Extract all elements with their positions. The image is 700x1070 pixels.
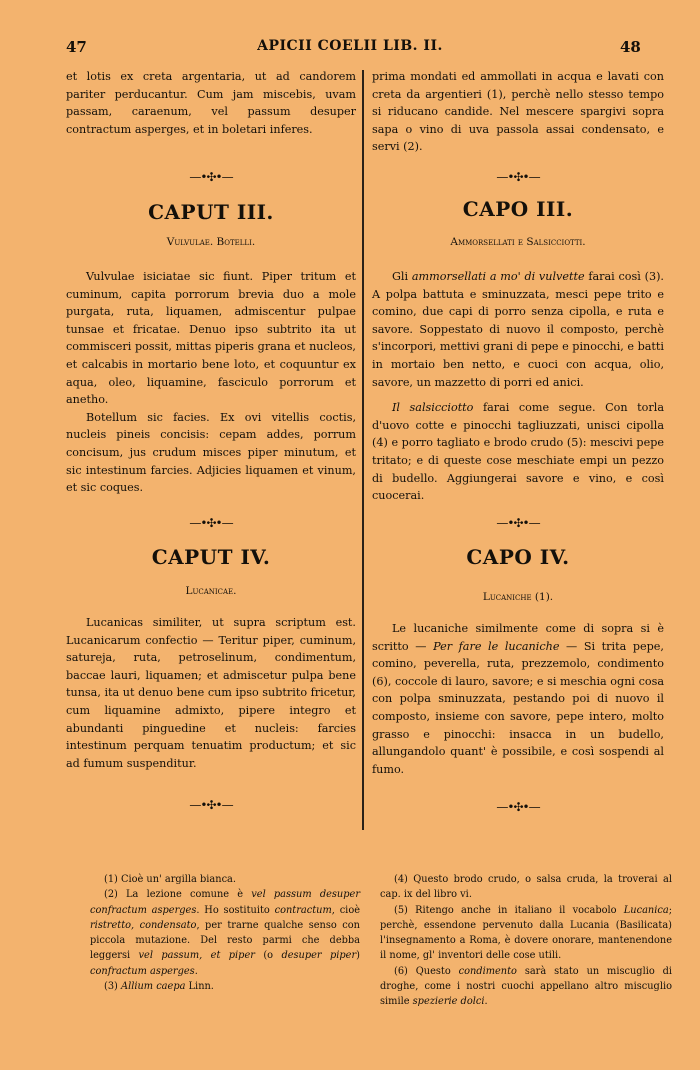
page-number-right: 48 [620,38,641,56]
running-title: APICII COELII LIB. II. [257,38,443,54]
footnotes-left [90,872,360,994]
capo-3-paragraph-1: Gli ammorsellati a mo' di vulvette farai così (3). A polpa battuta e sminuzzata, mesci pepe trito e comino, due capi di porro senza cipolla, e ruta e savore. Soppestato di nuovo il composto, perchè s'incorpori, mettivi grani di pepe e pinocchi, e batti in mortaio ben netto, e cuoci con acqua, olio, savore, un mazzetto di porri ed anici. [372,270,664,389]
caput-3-title: CAPUT III. [148,200,274,224]
capo-3-title: CAPO III. [462,197,574,221]
caput-4-paragraph-1: Lucanicas similiter, ut supra scriptum est. Lucanicarum confectio — Teritur piper, cuminum, satureja, ruta, petroselinum, condimentum, baccae lauri, liquamen; et admiscetur pulpa bene tunsa, ita ut denuo bene cum ipso subtrito fricetur, cum liquamine admixto, pipere integro et abundanti pinguedine et nucleis: farcies intestinum perquam tenuatim productum; et sic ad fumum suspenditur. [66,616,356,770]
capo-3-subtitle: Ammorsellati e Salsicciotti. [450,236,586,248]
left-ornament-2: —•✣•— [189,516,233,530]
footnote-6: (6) Questo condimento sarà stato un miscuglio di droghe, come i nostri cuochi appellano altro miscuglio simile spezierie dolci. [380,965,673,1008]
left-top-text: et lotis ex creta argentaria, ut ad candorem pariter perducantur. Cum jam miscebis, uvam passam, caraenum, vel passum desuper contractum asperges, et in boletari inferes. [66,70,356,136]
footnote-4: (4) Questo brodo crudo, o salsa cruda, la troverai al cap. ix del libro vi. [380,874,672,901]
capo-3-paragraph-2: Il salsicciotto farai come segue. Con torla d'uovo cotte e pinocchi tagliuzzati, unisci cipolla (4) e porro tagliato e brodo crudo (5): mescivi pepe tritato; e di queste cose meschiate empi un pezzo di budello. Aggiungerai savore e vino, e così cuocerai. [372,401,664,503]
right-ornament-3: —•✣•— [496,800,540,814]
left-ornament-1: —•✣•— [189,170,233,184]
capo-3-body [372,268,664,505]
caput-4-body [66,614,356,772]
footnote-2: (2) La lezione comune è vel passum desuper confractum asperges. Ho sostituito contractum, cioè ristretto, condensato, per trarne qualche senso con piccola mutazione. Del resto parmi che debba leggersi vel passum, et piper (o desuper piper) confractum asperges. [90,889,361,977]
right-ornament-1: —•✣•— [496,170,540,184]
caput-4-subtitle: Lucanicae. [185,585,237,597]
right-top-text: prima mondati ed ammollati in acqua e lavati con creta da argentieri (1), perchè nello stesso tempo si riducano candide. Nel mescere spargivi sopra sapa o vino di uva passola assai condensato, e servi (2). [372,70,664,154]
footnotes-right [380,872,672,1010]
footnote-5: (5) Ritengo anche in italiano il vocabolo Lucanica; perchè, essendone pervenuto dalla Lucania (Basilicata) l'insegnamento a Roma, è dovere onorare, mantenendone il nome, gl' inventori delle cose utili. [380,904,672,962]
capo-4-body [372,620,664,778]
caput-3-paragraph-2: Botellum sic facies. Ex ovi vitellis coctis, nucleis pineis concisis: cepam addes, porrum concisum, jus crudum misces piper minutum, et sic intestinum farcies. Adjicies liquamen et vinum, et sic coques. [66,410,356,495]
footnote-3: (3) Allium caepa Linn. [104,981,214,993]
caput-3-subtitle: Vulvulae. Botelli. [166,236,256,248]
caput-3-paragraph-1: Vulvulae isiciatae sic fiunt. Piper tritum et cuminum, capita porrorum brevia duo a mole purgata, ruta, liquamen, admiscentur pulpae tunsae et fricatae. Denuo ipso subtrito ita ut commisceri possit, mittas piperis grana et nucleos, et calcabis in mortario bene loto, et coquuntur ex aqua, oleo, liquamine, fasciculo porrorum et anetho. [66,270,356,407]
caput-3-body [66,268,356,497]
page-number-left: 47 [66,38,87,56]
left-ornament-3: —•✣•— [189,798,233,812]
column-divider [362,70,364,830]
capo-4-subtitle: Lucaniche (1). [482,591,554,603]
capo-4-paragraph-1: Le lucaniche similmente come di sopra si è scritto — Per fare le lucaniche — Si trita pepe, comino, peverella, ruta, prezzemolo, condimento (6), coccole di lauro, savore; e si meschia ogni cosa con polpa sminuzzata, pestando poi di nuovo il composto, insieme con savore, pepe intero, molto grasso e pinocchi: insacca in un budello, allungandolo quant' è possibile, e così sospendi al fumo. [372,622,664,776]
right-ornament-2: —•✣•— [496,516,540,530]
footnote-1: (1) Cioè un' argilla bianca. [104,874,237,885]
caput-4-title: CAPUT IV. [151,545,271,569]
capo-4-title: CAPO IV. [466,545,570,569]
